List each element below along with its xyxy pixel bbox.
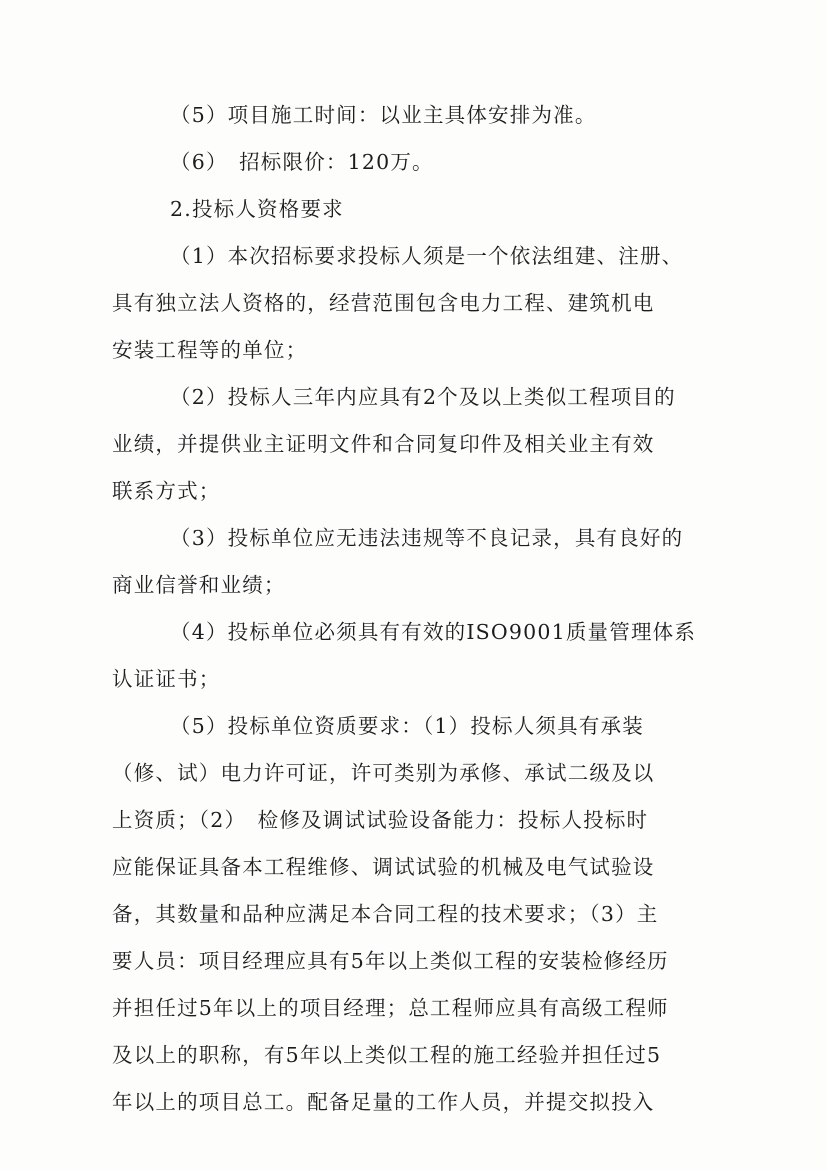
- text-line: 认证证书；: [112, 667, 221, 691]
- text-line: （5）投标单位资质要求：（1）投标人须具有承装: [170, 714, 644, 738]
- text-line: 应能保证具备本工程维修、调试试验的机械及电气试验设: [112, 855, 655, 879]
- text-line: （5）项目施工时间：以业主具体安排为准。: [170, 103, 597, 127]
- text-line: 要人员：项目经理应具有5年以上类似工程的安装检修经历: [112, 949, 669, 973]
- text-line: 具有独立法人资格的，经营范围包含电力工程、建筑机电: [112, 291, 655, 315]
- text-line: 2.投标人资格要求: [170, 197, 344, 221]
- text-line: 业绩，并提供业主证明文件和合同复印件及相关业主有效: [112, 432, 655, 456]
- text-line: 并担任过5年以上的项目经理；总工程师应具有高级工程师: [112, 996, 669, 1020]
- text-line: 及以上的职称，有5年以上类似工程的施工经验并担任过5: [112, 1043, 662, 1067]
- text-line: 商业信誉和业绩；: [112, 573, 286, 597]
- text-line: 联系方式；: [112, 479, 221, 503]
- text-line: 上资质；（2） 检修及调试试验设备能力：投标人投标时: [112, 808, 649, 832]
- document-body: [112, 92, 712, 1126]
- text-line: （4）投标单位必须具有有效的ISO9001质量管理体系: [170, 620, 697, 644]
- text-line: （修、试）电力许可证，许可类别为承修、承试二级及以: [112, 761, 655, 785]
- text-line: （1）本次招标要求投标人须是一个依法组建、注册、: [170, 244, 684, 268]
- text-line: 安装工程等的单位；: [112, 338, 308, 362]
- text-line: （3）投标单位应无违法违规等不良记录，具有良好的: [170, 526, 684, 550]
- text-line: （2）投标人三年内应具有2个及以上类似工程项目的: [170, 385, 676, 409]
- text-line: 年以上的项目总工。配备足量的工作人员，并提交拟投入: [112, 1090, 655, 1114]
- text-line: 备，其数量和品种应满足本合同工程的技术要求；（3）主: [112, 902, 659, 926]
- text-line: （6） 招标限价：120万。: [170, 150, 434, 174]
